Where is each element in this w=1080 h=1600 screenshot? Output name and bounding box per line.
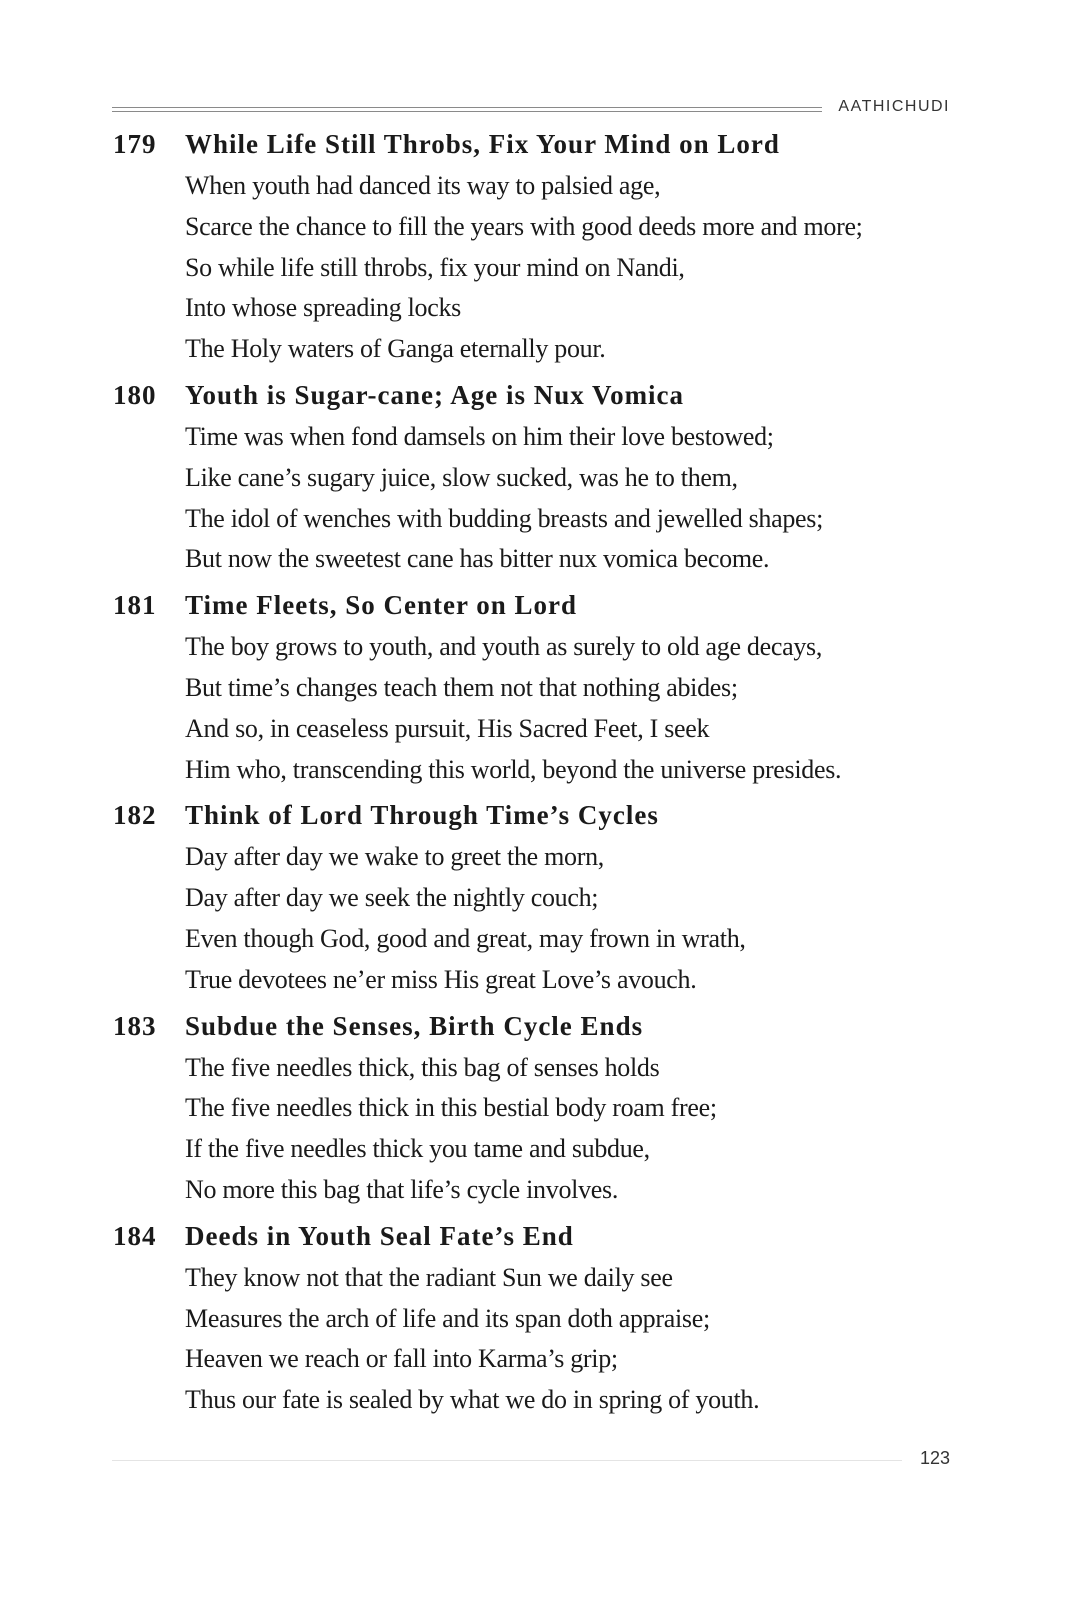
verse-heading [113, 373, 953, 417]
page-number: 123 [919, 1448, 950, 1468]
verse-line: Into whose spreading locks [185, 293, 461, 323]
verse-line: Like cane’s sugary juice, slow sucked, was he to them, [185, 462, 738, 492]
verse-line: But time’s changes teach them not that nothing abides; [185, 672, 738, 702]
verse-title: Think of Lord Through Time’s Cycles [185, 800, 659, 831]
verse-number: 183 [113, 1010, 157, 1041]
verse-heading [113, 1214, 953, 1258]
verse-line: Time was when fond damsels on him their love bestowed; [185, 421, 774, 451]
verse-line: And so, in ceaseless pursuit, His Sacred Feet, I seek [185, 713, 710, 743]
verse-line: But now the sweetest cane has bitter nux vomica become. [185, 544, 770, 574]
verse-179 [113, 122, 953, 370]
verse-lines [113, 417, 953, 580]
verse-line: The Holy waters of Ganga eternally pour. [185, 334, 606, 364]
verse-lines [113, 627, 953, 790]
verse-line: The five needles thick in this bestial body roam free; [185, 1093, 717, 1123]
page-footer [112, 1448, 950, 1474]
verse-line: Measures the arch of life and its span doth appraise; [185, 1303, 710, 1333]
verse-182 [113, 793, 953, 1000]
verse-181 [113, 583, 953, 790]
verse-line: No more this bag that life’s cycle involves. [185, 1174, 619, 1204]
verse-line: The boy grows to youth, and youth as surely to old age decays, [185, 632, 823, 662]
verse-lines [113, 166, 953, 370]
verse-number: 180 [113, 379, 157, 410]
verse-184 [113, 1214, 953, 1421]
verse-number: 182 [113, 800, 157, 831]
verse-heading [113, 122, 953, 166]
verse-line: If the five needles thick you tame and subdue, [185, 1134, 650, 1164]
verse-line: When youth had danced its way to palsied age, [185, 171, 661, 200]
verse-lines [113, 1048, 953, 1211]
verse-line: Day after day we seek the nightly couch; [185, 883, 599, 913]
verse-heading [113, 583, 953, 627]
verse-line: Him who, transcending this world, beyond the universe presides. [185, 754, 842, 784]
verse-line: Scarce the chance to fill the years with good deeds more and more; [185, 211, 863, 241]
verse-line: They know not that the radiant Sun we daily see [185, 1262, 673, 1292]
verse-heading [113, 793, 953, 837]
verse-line: Day after day we wake to greet the morn, [185, 842, 604, 872]
verse-number: 181 [113, 590, 157, 621]
verse-line: The five needles thick, this bag of senses holds [185, 1052, 660, 1082]
verse-line: The idol of wenches with budding breasts and jewelled shapes; [185, 503, 824, 533]
verse-180 [113, 373, 953, 580]
verse-title: Time Fleets, So Center on Lord [185, 590, 577, 621]
verse-lines [113, 1258, 953, 1421]
verse-line: True devotees ne’er miss His great Love’s avouch. [185, 964, 697, 994]
verse-line: Thus our fate is sealed by what we do in spring of youth. [185, 1385, 760, 1415]
footer-rule [112, 1460, 902, 1461]
verse-number: 179 [113, 129, 157, 159]
verse-183 [113, 1004, 953, 1211]
running-title: AATHICHUDI [838, 98, 950, 115]
running-header [112, 92, 950, 116]
verse-title: Subdue the Senses, Birth Cycle Ends [185, 1010, 644, 1041]
verse-title: Deeds in Youth Seal Fate’s End [185, 1220, 574, 1251]
verse-line: Even though God, good and great, may frown in wrath, [185, 923, 746, 953]
verse-heading [113, 1004, 953, 1048]
verse-list [113, 122, 953, 1424]
verse-title: While Life Still Throbs, Fix Your Mind on Lord [185, 129, 780, 159]
verse-line: Heaven we reach or fall into Karma’s grip; [185, 1344, 618, 1374]
header-rule [112, 107, 822, 112]
verse-line: So while life still throbs, fix your mind on Nandi, [185, 252, 685, 282]
verse-lines [113, 837, 953, 1000]
verse-title: Youth is Sugar-cane; Age is Nux Vomica [185, 379, 685, 410]
verse-number: 184 [113, 1220, 157, 1251]
